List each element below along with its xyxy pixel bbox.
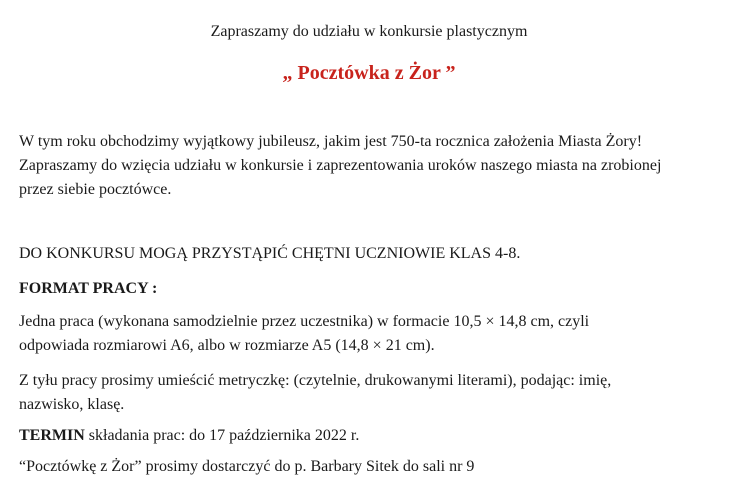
format-heading: FORMAT PRACY : — [19, 280, 158, 297]
format-line-1: Jedna praca (wykonana samodzielnie przez uczestnika) w formacie 10,5 × 14,8 cm, czyli — [19, 313, 590, 330]
contest-title: „ Pocztówka z Żor ” — [282, 62, 456, 84]
delivery-line: “Pocztówkę z Żor” prosimy dostarczyć do p. Barbary Sitek do sali nr 9 — [19, 458, 475, 475]
deadline-line — [19, 424, 731, 448]
format-line-2: odpowiada rozmiarowi A6, albo w rozmiarze A5 (14,8 × 21 cm). — [19, 337, 435, 354]
jubilee-line-1: W tym roku obchodzimy wyjątkowy jubileusz, jakim jest 750-ta rocznica założenia Miasta Żory! — [19, 133, 643, 150]
back-info-line-2: nazwisko, klasę. — [19, 396, 125, 413]
jubilee-line-2: Zapraszamy do wzięcia udziału w konkursie i zaprezentowania uroków naszego miasta na zrobionej — [19, 157, 662, 174]
back-info-line-1: Z tyłu pracy prosimy umieścić metryczkę: (czytelnie, drukowanymi literami), podając: imię, — [19, 372, 612, 389]
jubilee-line-3: przez siebie pocztówce. — [19, 181, 172, 198]
eligibility-line: DO KONKURSU MOGĄ PRZYSTĄPIĆ CHĘTNI UCZNIOWIE KLAS 4-8. — [19, 245, 521, 262]
jubilee-paragraph — [19, 130, 731, 202]
intro-line: Zapraszamy do udziału w konkursie plastycznym — [210, 23, 528, 40]
deadline-label: TERMIN — [19, 427, 85, 444]
format-paragraph — [19, 310, 731, 358]
back-info-paragraph — [19, 369, 731, 417]
deadline-text: składania prac: do 17 października 2022 r. — [84, 427, 360, 444]
